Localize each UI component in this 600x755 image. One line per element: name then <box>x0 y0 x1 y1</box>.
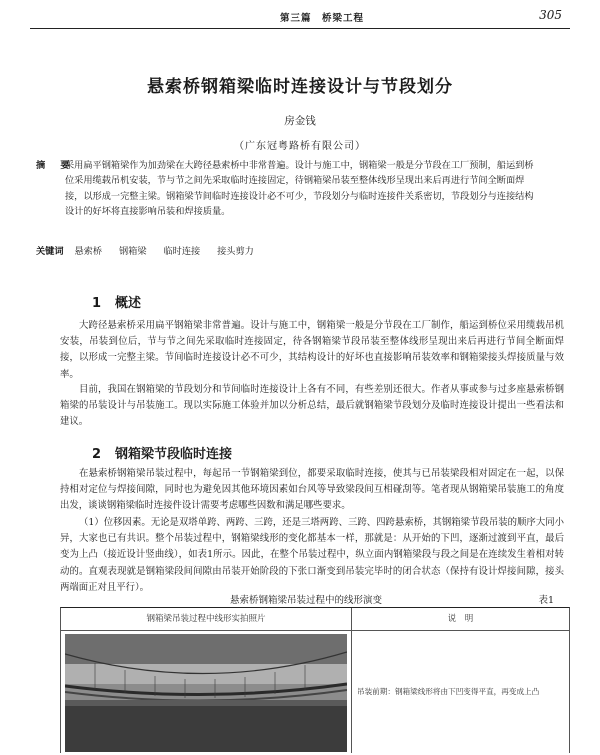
chapter-label: 第三篇 桥梁工程 <box>280 13 365 24</box>
body-paragraph: 目前，我国在钢箱梁的节段划分和节间临时连接设计上各有不同，有些差别还很大。作者从事或参与过多座悬索桥钢箱梁的吊装设计与吊装施工。现以实际施工体验并加以分析总结，最后就钢箱梁节段划分及临时连接设计提出一些看法和建议。 <box>60 384 564 428</box>
table-number: 表1 <box>538 595 554 606</box>
section-number: 2 <box>92 447 102 462</box>
section-heading-1 <box>92 292 141 311</box>
page-number: 305 <box>539 8 562 22</box>
abstract <box>36 158 538 220</box>
keyword: 悬索桥 <box>74 246 103 257</box>
table-header-photo: 钢箱梁吊装过程中线形实拍照片 <box>61 608 352 631</box>
running-header <box>30 8 570 29</box>
body-paragraph: 大跨径悬索桥采用扁平钢箱梁非常普遍。设计与施工中，钢箱梁一般是分节段在工厂制作，船运到桥位采用缆载吊机安装，吊装到位后，节与节之间先采取临时连接固定，待各钢箱梁节段吊装至整体线形呈现出来后再进行节间全断面焊接，以形成一完整主梁。节间临时连接设计必不可少，其结构设计的好坏也直接影响吊装效率和钢箱梁接头焊接质量与效率。 <box>60 320 564 380</box>
body-paragraph: （1）位移因素。无论是双塔单跨、两跨、三跨，还是三塔两跨、三跨、四跨悬索桥，其钢箱梁节段吊装的顺序大同小异，大家也已有共识。整个吊装过程中，钢箱梁线形的变化都基本一样，那就是：从开始的下凹，逐渐过渡到平直，最后变为上凸（接近设计竖曲线），如表1所示。因此，在整个吊装过程中，纵立面内钢箱梁段与段之间是在连续发生着相对转动的。直观表现就是钢箱梁段间间隙由吊装开始阶段的下张口渐变到吊装完毕时的闭合状态（保持有设计焊接间隙，接头两端面正对且平行）。 <box>60 517 564 593</box>
body-paragraph: 在悬索桥钢箱梁吊装过程中，每起吊一节钢箱梁到位，都要采取临时连接，使其与已吊装梁段相对固定在一起，以保持相对定位与焊接间隙，同时也为避免因其他环境因素如台风等导致梁段间互相碰刮等。笔者现从钢箱梁吊装施工的角度出发，谈谈钢箱梁临时连接件设计需要考虑哪些因数和满足哪些要求。 <box>60 468 564 512</box>
paper-title: 悬索桥钢箱梁临时连接设计与节段划分 <box>147 77 453 97</box>
table-divider <box>351 630 352 753</box>
section-title: 钢箱梁节段临时连接 <box>115 447 233 462</box>
table-caption-text: 悬索桥钢箱梁吊装过程中的线形演变 <box>230 595 383 606</box>
affiliation: （广东冠粤路桥有限公司） <box>234 141 366 152</box>
section-heading-2 <box>92 443 232 462</box>
bridge-photo <box>65 634 347 752</box>
table-1 <box>60 607 570 753</box>
keyword: 钢箱梁 <box>118 246 147 257</box>
author-name: 房金钱 <box>284 115 316 127</box>
keyword: 临时连接 <box>163 246 201 257</box>
table-row-description: 吊装前期：钢箱梁线形将由下凹变得平直，再变成上凸 <box>357 687 540 696</box>
section-title: 概述 <box>115 296 142 311</box>
keywords-label: 关键词 <box>36 246 64 257</box>
section-number: 1 <box>92 296 102 311</box>
table-header-description: 说 明 <box>352 608 569 631</box>
abstract-label: 摘 要 <box>36 160 73 171</box>
keyword: 接头剪力 <box>217 246 254 257</box>
keywords <box>36 243 540 257</box>
abstract-text: 采用扁平钢箱梁作为加劲梁在大跨径悬索桥中非常普遍。设计与施工中，钢箱梁一般是分节段在工厂预制，船运到桥位采用缆载吊机安装，节与节之间先采取临时连接固定，待钢箱梁吊装至整体线形呈现出来后再进行节间全断面焊接，以形成一完整主梁。钢箱梁节间临时连接设计必不可少，节段划分与临时连接件关系密切，节段划分与连接结构设计的好坏将直接影响吊装和焊接质量。 <box>65 160 534 218</box>
